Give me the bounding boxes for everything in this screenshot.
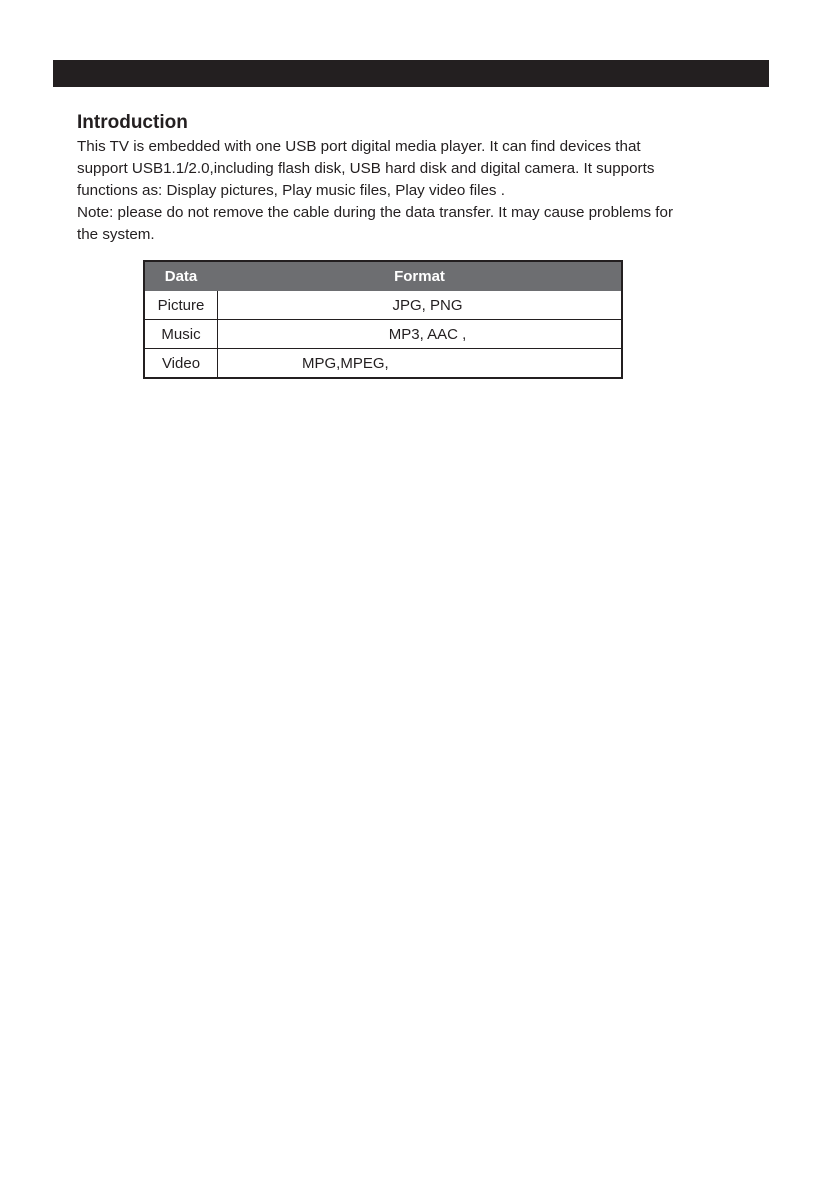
paragraph-line: support USB1.1/2.0,including flash disk, USB hard disk and digital camera. It supports: [77, 160, 655, 177]
row-data-cell: Music: [144, 320, 218, 349]
paragraph-line: functions as: Display pictures, Play music files, Play video files .: [77, 182, 505, 199]
paragraph-line: the system.: [77, 226, 155, 243]
table-row: [144, 291, 622, 320]
table-row: [144, 320, 622, 349]
table-header-row: [144, 261, 622, 291]
introduction-section: [77, 110, 737, 246]
header-bar: [53, 60, 769, 87]
row-format-cell: MPG,MPEG,: [218, 349, 623, 379]
table-row: [144, 349, 622, 379]
paragraph-line: Note: please do not remove the cable during the data transfer. It may cause problems for: [77, 204, 674, 221]
row-data-cell: Video: [144, 349, 218, 379]
row-format-cell: MP3, AAC ,: [218, 320, 623, 349]
header-data: Data: [144, 261, 218, 291]
header-format: Format: [218, 261, 623, 291]
row-format-cell: JPG, PNG: [218, 291, 623, 320]
format-table: [143, 260, 623, 379]
section-title: Introduction: [77, 112, 188, 133]
row-data-cell: Picture: [144, 291, 218, 320]
paragraph-line: This TV is embedded with one USB port digital media player. It can find devices that: [77, 138, 641, 155]
